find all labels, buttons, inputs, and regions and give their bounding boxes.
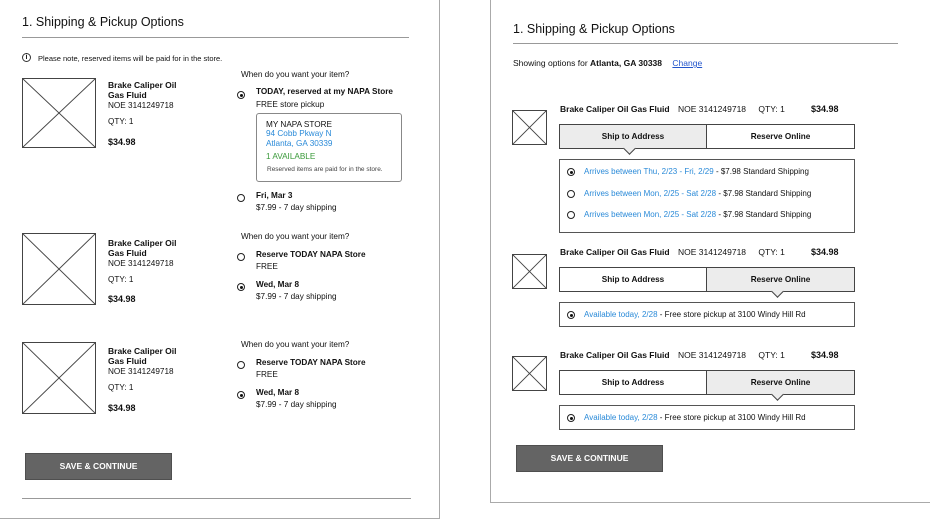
tab-reserve-online[interactable]: Reserve Online	[706, 370, 855, 395]
tab-reserve-online[interactable]: Reserve Online	[706, 267, 855, 292]
pickup-date: Available today, 2/28	[584, 413, 658, 422]
product-sku: NOE 3141249718	[108, 101, 174, 110]
shipping-radio[interactable]	[237, 391, 245, 399]
product-name: Brake Caliper Oil Gas Fluid	[108, 238, 177, 258]
shipping-option[interactable]	[584, 167, 809, 176]
shipping-option-cost: - $7.98 Standard Shipping	[718, 210, 812, 219]
product-image-placeholder	[512, 356, 547, 391]
product-name: Brake Caliper Oil Gas Fluid	[560, 104, 670, 114]
product-price: $34.98	[811, 104, 839, 114]
shipping-option-sub: $7.99 - 7 day shipping	[256, 400, 337, 409]
shipping-radio[interactable]	[237, 283, 245, 291]
product-image-placeholder	[512, 110, 547, 145]
product-qty: QTY: 1	[108, 117, 134, 126]
pickup-radio[interactable]	[237, 253, 245, 261]
change-location-link[interactable]: Change	[672, 58, 703, 68]
divider	[22, 498, 411, 499]
shipping-option[interactable]	[584, 210, 811, 219]
shipping-option-radio[interactable]	[567, 168, 575, 176]
page-title: 1. Shipping & Pickup Options	[513, 22, 675, 36]
pickup-option[interactable]	[584, 413, 806, 422]
divider	[22, 37, 409, 38]
right-wireframe-panel	[490, 0, 930, 503]
product-sku: NOE 3141249718	[677, 350, 747, 360]
product-qty: QTY: 1	[758, 350, 785, 360]
shipping-option-title: Wed, Mar 8	[256, 388, 300, 397]
info-icon: i	[22, 53, 31, 62]
product-name: Brake Caliper Oil Gas Fluid	[560, 247, 670, 257]
pickup-option-radio[interactable]	[567, 414, 575, 422]
pickup-option-sub: FREE	[256, 262, 278, 271]
reserve-notice: Please note, reserved items will be paid for in the store.	[38, 54, 223, 63]
product-sku: NOE 3141249718	[108, 367, 174, 376]
pickup-option-radio[interactable]	[567, 311, 575, 319]
product-name: Brake Caliper Oil Gas Fluid	[108, 80, 177, 100]
left-wireframe-panel	[0, 0, 440, 519]
product-image-placeholder	[512, 254, 547, 289]
pickup-option-sub: FREE store pickup	[256, 100, 325, 109]
shipping-option-dates: Arrives between Thu, 2/23 - Fri, 2/29	[584, 167, 714, 176]
tab-reserve-online[interactable]: Reserve Online	[706, 124, 855, 149]
pickup-radio[interactable]	[237, 361, 245, 369]
product-qty: QTY: 1	[758, 104, 785, 114]
pickup-location: - Free store pickup at 3100 Windy Hill Rd	[659, 310, 806, 319]
shipping-option-sub: $7.99 - 7 day shipping	[256, 203, 337, 212]
product-price: $34.98	[108, 294, 136, 304]
pickup-location: - Free store pickup at 3100 Windy Hill Rd	[659, 413, 806, 422]
delivery-question: When do you want your item?	[241, 70, 350, 79]
tab-ship-to-address[interactable]: Ship to Address	[559, 124, 707, 149]
pickup-option-sub: FREE	[256, 370, 278, 379]
product-row	[560, 247, 785, 257]
shipping-option-title: Fri, Mar 3	[256, 191, 293, 200]
shipping-option[interactable]	[584, 189, 811, 198]
product-row	[560, 350, 785, 360]
product-qty: QTY: 1	[108, 275, 134, 284]
pickup-date: Available today, 2/28	[584, 310, 658, 319]
delivery-question: When do you want your item?	[241, 232, 350, 241]
product-sku: NOE 3141249718	[108, 259, 174, 268]
product-price: $34.98	[811, 247, 839, 257]
pickup-option-title: TODAY, reserved at my NAPA Store	[256, 87, 393, 96]
product-name: Brake Caliper Oil Gas Fluid	[560, 350, 670, 360]
delivery-question: When do you want your item?	[241, 340, 350, 349]
store-name: MY NAPA STORE	[266, 120, 332, 129]
pickup-option-title: Reserve TODAY NAPA Store	[256, 358, 366, 367]
product-qty: QTY: 1	[108, 383, 134, 392]
product-price: $34.98	[108, 137, 136, 147]
product-row	[560, 104, 785, 114]
shipping-option-title: Wed, Mar 8	[256, 280, 300, 289]
pickup-radio[interactable]	[237, 91, 245, 99]
save-continue-button[interactable]: SAVE & CONTINUE	[516, 445, 663, 472]
product-price: $34.98	[811, 350, 839, 360]
page-title: 1. Shipping & Pickup Options	[22, 15, 184, 29]
product-image-placeholder	[22, 78, 96, 148]
product-image-placeholder	[22, 233, 96, 305]
shipping-radio[interactable]	[237, 194, 245, 202]
shipping-option-dates: Arrives between Mon, 2/25 - Sat 2/28	[584, 189, 717, 198]
shipping-option-cost: - $7.98 Standard Shipping	[718, 189, 812, 198]
product-sku: NOE 3141249718	[677, 104, 747, 114]
shipping-option-dates: Arrives between Mon, 2/25 - Sat 2/28	[584, 210, 717, 219]
store-address-line1[interactable]: 94 Cobb Pkway N	[266, 129, 332, 138]
product-qty: QTY: 1	[758, 247, 785, 257]
store-details-card	[256, 113, 402, 182]
store-address-line2[interactable]: Atlanta, GA 30339	[266, 139, 333, 148]
location-value: Atlanta, GA 30338	[590, 58, 663, 68]
tab-ship-to-address[interactable]: Ship to Address	[559, 267, 707, 292]
pickup-options-box	[559, 302, 855, 327]
product-price: $34.98	[108, 403, 136, 413]
pickup-option-title: Reserve TODAY NAPA Store	[256, 250, 366, 259]
pickup-option[interactable]	[584, 310, 806, 319]
store-note: Reserved items are paid for in the store.	[267, 166, 383, 173]
shipping-options-box	[559, 159, 855, 233]
save-continue-button[interactable]: SAVE & CONTINUE	[25, 453, 172, 480]
shipping-option-sub: $7.99 - 7 day shipping	[256, 292, 337, 301]
location-prefix: Showing options for	[513, 58, 588, 68]
product-name: Brake Caliper Oil Gas Fluid	[108, 346, 177, 366]
shipping-option-radio[interactable]	[567, 190, 575, 198]
divider	[513, 43, 898, 44]
shipping-option-cost: - $7.98 Standard Shipping	[715, 167, 809, 176]
tab-ship-to-address[interactable]: Ship to Address	[559, 370, 707, 395]
product-sku: NOE 3141249718	[677, 247, 747, 257]
pickup-options-box	[559, 405, 855, 430]
location-line	[513, 58, 702, 68]
store-availability: 1 AVAILABLE	[266, 152, 316, 161]
shipping-option-radio[interactable]	[567, 211, 575, 219]
product-image-placeholder	[22, 342, 96, 414]
